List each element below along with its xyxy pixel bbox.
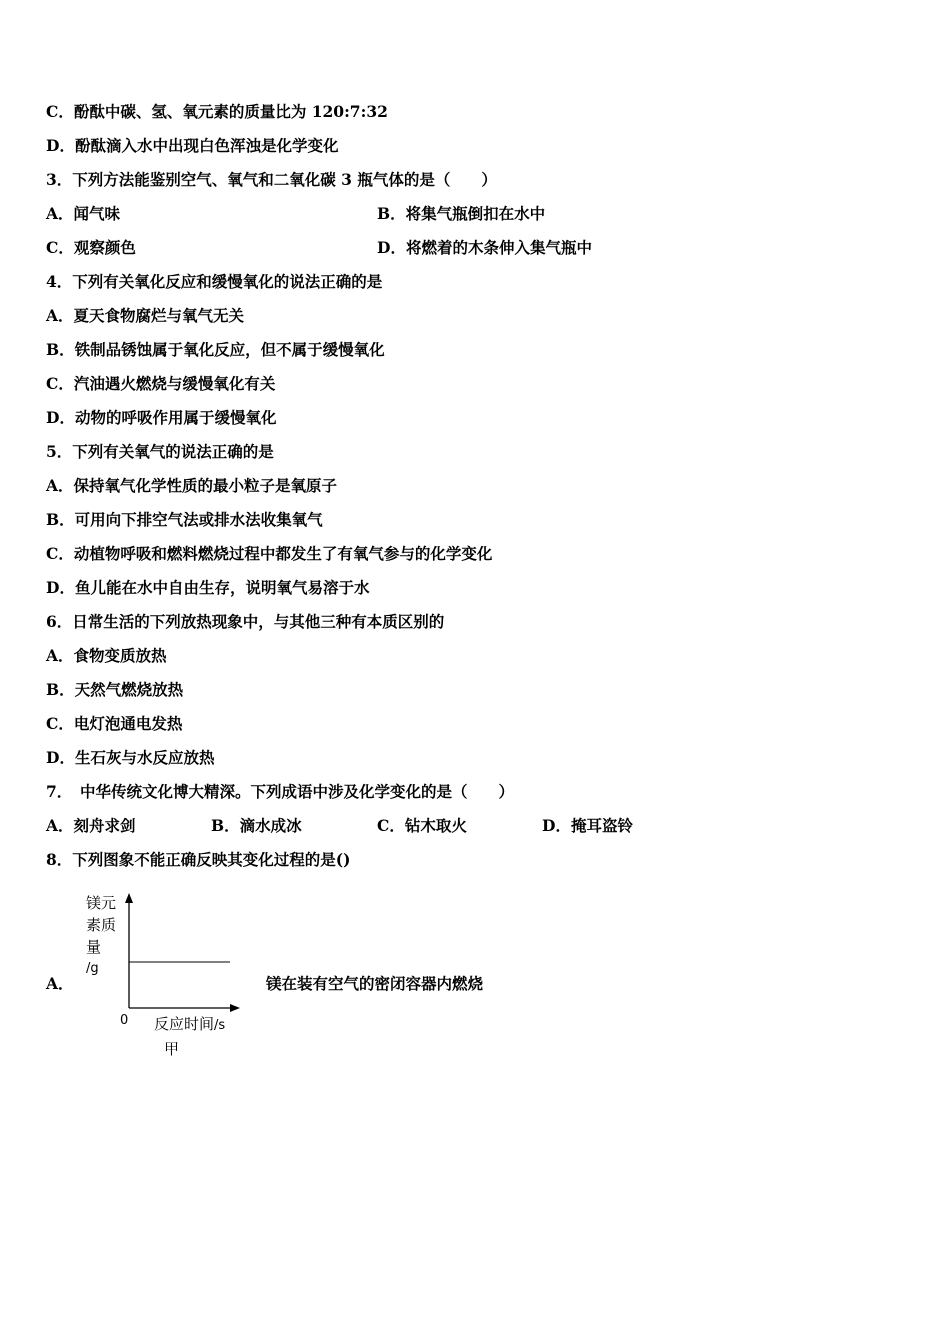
q4-option-c: C．汽油遇火燃烧与缓慢氧化有关 [46,374,276,393]
q7-option-d: D．掩耳盗铃 [542,816,633,835]
graph-caption: 镁在装有空气的密闭容器内燃烧 [266,974,484,993]
q2-option-c: C．酚酞中碳、氢、氧元素的质量比为 120:7:32 [46,102,388,121]
q3-option-d: D．将燃着的木条伸入集气瓶中 [377,238,592,257]
q6-stem: 6．日常生活的下列放热现象中，与其他三种有本质区别的 [46,612,445,631]
graph-name: 甲 [164,1040,180,1058]
y-label-line-2: 素质 [86,916,117,934]
q6-option-c: C．电灯泡通电发热 [46,714,183,733]
q8-option-a-graph [46,890,566,1065]
q4-stem: 4．下列有关氧化反应和缓慢氧化的说法正确的是 [46,272,383,291]
q7-option-a: A．刻舟求剑 [46,816,136,835]
q8-option-a-label: A． [46,974,74,993]
q7-option-c: C．钻木取火 [377,816,467,835]
q3-option-a: A．闻气味 [46,204,121,223]
q5-stem: 5．下列有关氧气的说法正确的是 [46,442,274,461]
q3-option-b: B．将集气瓶倒扣在水中 [377,204,546,223]
q6-option-a: A．食物变质放热 [46,646,167,665]
q3-row-cd [46,238,906,258]
q6-option-d: D．生石灰与水反应放热 [46,748,215,767]
y-label-line-1: 镁元 [86,894,117,912]
graph-y-label [86,892,130,980]
q3-stem: 3．下列方法能鉴别空气、氧气和二氧化碳 3 瓶气体的是（ ） [46,170,497,189]
q8-stem: 8．下列图象不能正确反映其变化过程的是() [46,850,351,869]
q7-option-b: B．滴水成冰 [211,816,302,835]
q5-option-a: A．保持氧气化学性质的最小粒子是氧原子 [46,476,338,495]
q7-stem: 7． 中华传统文化博大精深。下列成语中涉及化学变化的是（ ） [46,782,515,801]
x-axis-arrow [230,1004,240,1012]
q5-option-d: D．鱼儿能在水中自由生存，说明氧气易溶于水 [46,578,370,597]
q2-option-d: D．酚酞滴入水中出现白色浑浊是化学变化 [46,136,339,155]
graph-axes [46,890,246,1020]
q4-option-d: D．动物的呼吸作用属于缓慢氧化 [46,408,277,427]
q3-row-ab [46,204,906,224]
y-label-unit: /g [86,961,99,976]
q5-option-c: C．动植物呼吸和燃料燃烧过程中都发生了有氧气参与的化学变化 [46,544,493,563]
q6-option-b: B．天然气燃烧放热 [46,680,184,699]
q3-option-c: C．观察颜色 [46,238,136,257]
q5-option-b: B．可用向下排空气法或排水法收集氧气 [46,510,323,529]
q4-option-b: B．铁制品锈蚀属于氧化反应，但不属于缓慢氧化 [46,340,385,359]
graph-origin-label: 0 [120,1013,129,1028]
y-label-line-3: 量 [86,938,102,956]
graph-x-label: 反应时间/s [154,1015,226,1033]
q4-option-a: A．夏天食物腐烂与氧气无关 [46,306,245,325]
